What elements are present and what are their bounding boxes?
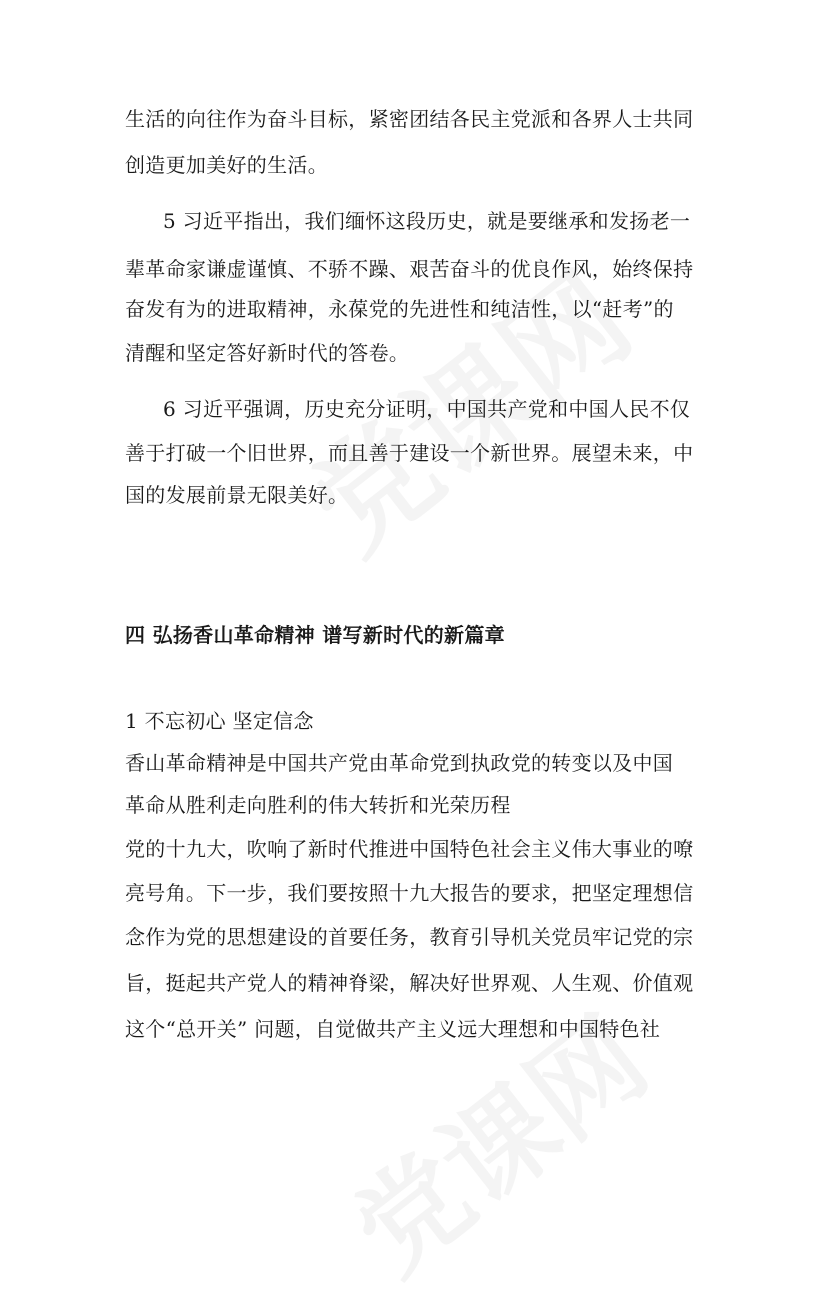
- body-text-line: 念作为党的思想建设的首要任务，教育引导机关党员牢记党的宗: [125, 925, 694, 949]
- body-text-line: 党的十九大，吹响了新时代推进中国特色社会主义伟大事业的嘹: [125, 837, 694, 861]
- subsection-title: 1 不忘初心 坚定信念: [125, 709, 314, 733]
- body-text-line: 善于打破一个旧世界，而且善于建设一个新世界。展望未来，中: [125, 441, 694, 465]
- body-text-line: 生活的向往作为奋斗目标，紧密团结各民主党派和各界人士共同: [125, 107, 694, 131]
- body-text-line: 这个“总开关” 问题，自觉做共产主义远大理想和中国特色社: [125, 1017, 661, 1041]
- body-text-line: 旨，挺起共产党人的精神脊梁，解决好世界观、人生观、价值观: [125, 971, 694, 995]
- section-heading: 四 弘扬香山革命精神 谱写新时代的新篇章: [125, 623, 505, 647]
- body-text-line: 清醒和坚定答好新时代的答卷。: [125, 341, 410, 365]
- body-text-line: 香山革命精神是中国共产党由革命党到执政党的转变以及中国: [125, 751, 674, 775]
- body-text-line: 辈革命家谦虚谨慎、不骄不躁、艰苦奋斗的优良作风，始终保持: [125, 257, 694, 281]
- body-text-line: 奋发有为的进取精神，永葆党的先进性和纯洁性，以“赶考”的: [125, 297, 674, 321]
- body-text-line: 5 习近平指出，我们缅怀这段历史，就是要继承和发扬老一: [163, 209, 691, 233]
- body-text-line: 亮号角。下一步，我们要按照十九大报告的要求，把坚定理想信: [125, 881, 694, 905]
- body-text-line: 革命从胜利走向胜利的伟大转折和光荣历程: [125, 793, 511, 817]
- body-text-line: 6 习近平强调，历史充分证明，中国共产党和中国人民不仅: [163, 397, 691, 421]
- body-text-line: 创造更加美好的生活。: [125, 153, 328, 177]
- body-text-line: 国的发展前景无限美好。: [125, 483, 349, 507]
